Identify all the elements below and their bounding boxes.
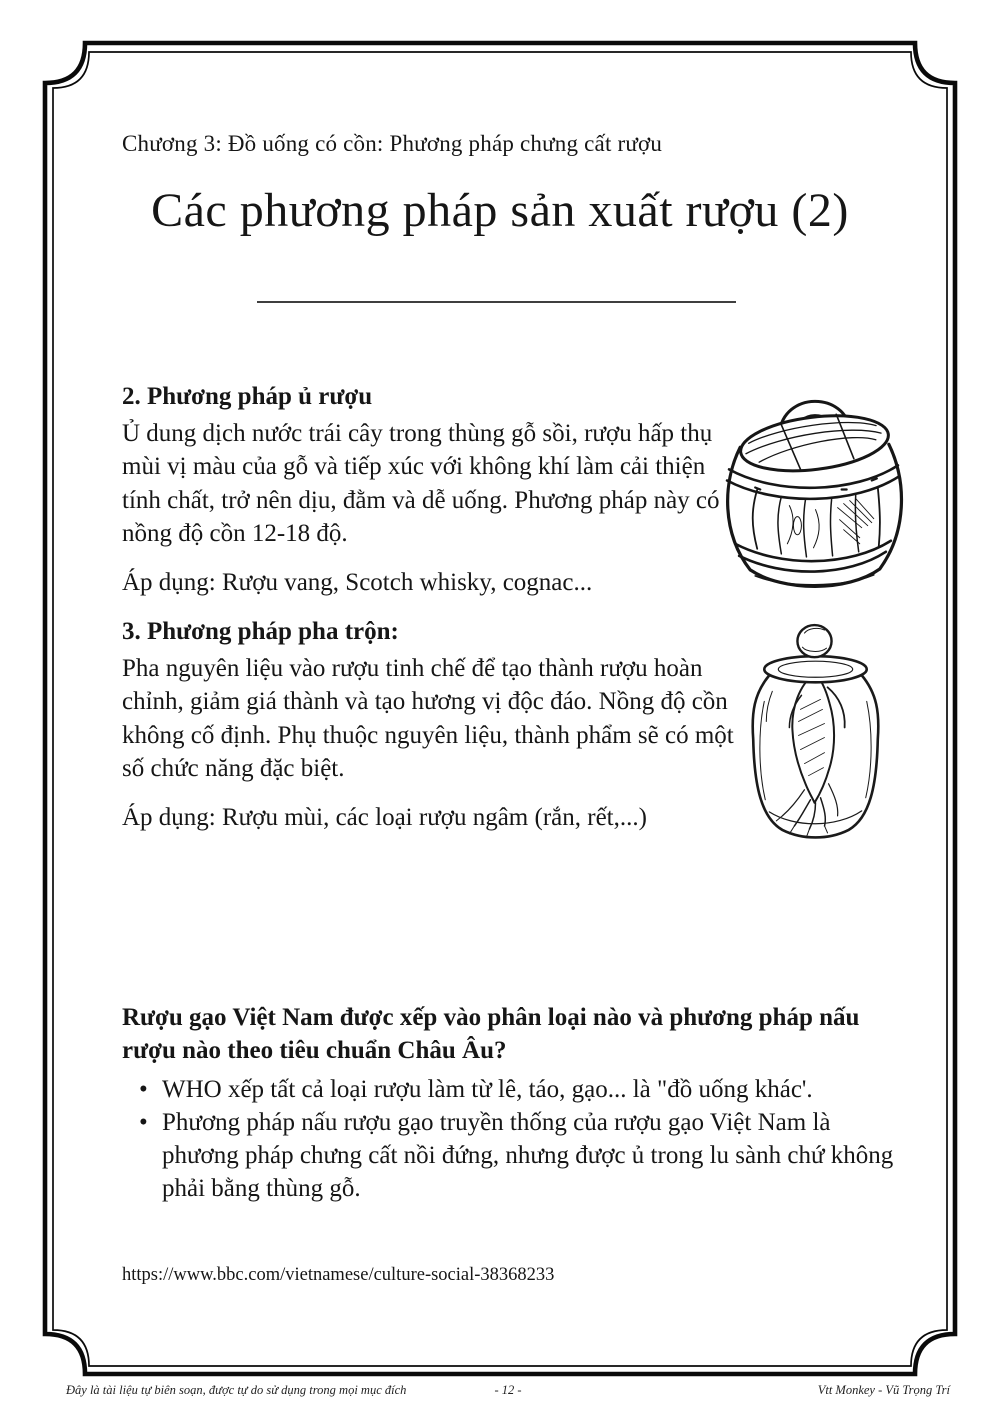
bullet-text: WHO xếp tất cả loại rượu làm từ lê, táo, gạo... là "đồ uống khác'. — [162, 1075, 813, 1103]
title-divider — [257, 301, 736, 303]
section-application: Áp dụng: Rượu mùi, các loại rượu ngâm (rắn, rết,...) — [122, 803, 647, 831]
footer-author: Vtt Monkey - Vũ Trọng Trí — [817, 1383, 951, 1397]
page-title: Các phương pháp sản xuất rượu (2) — [151, 184, 849, 237]
question-block — [122, 1001, 894, 1206]
section-body: Ủ dung dịch nước trái cây trong thùng gỗ sồi, rượu hấp thụ mùi vị màu của gỗ và tiếp xúc với không khí làm cải thiện tính chất, trở nên dịu, đằm và dễ uống. Phương pháp này có nồng độ cồn 12-18 độ. — [122, 419, 720, 547]
ginseng-jar-illustration — [744, 617, 887, 846]
bullet-text: Phương pháp nấu rượu gạo truyền thống của rượu gạo Việt Nam là phương pháp chưng cất nồi đứng, nhưng được ủ trong lu sành chứ không phải bằng thùng gỗ. — [162, 1108, 894, 1203]
bullet-item — [122, 1073, 894, 1106]
bullet-item — [122, 1106, 894, 1206]
section-blending-method — [122, 615, 744, 834]
source-url-link[interactable]: https://www.bbc.com/vietnamese/culture-social-38368233 — [122, 1265, 555, 1285]
bullet-icon: • — [139, 1108, 148, 1136]
section-aging-method — [122, 380, 736, 599]
section-application: Áp dụng: Rượu vang, Scotch whisky, cognac... — [122, 568, 593, 596]
section-heading: 2. Phương pháp ủ rượu — [122, 383, 373, 410]
oak-barrel-illustration — [721, 383, 908, 591]
footer-disclaimer: Đây là tài liệu tự biên soạn, được tự do sử dụng trong mọi mục đích — [66, 1383, 407, 1397]
section-body: Pha nguyên liệu vào rượu tinh chế để tạo thành rượu hoàn chỉnh, giảm giá thành và tạo hương vị độc đáo. Nồng độ cồn không cố định. Phụ thuộc nguyên liệu, thành phẩm sẽ có một số chức năng đặc biệt. — [122, 654, 734, 782]
question-heading: Rượu gạo Việt Nam được xếp vào phân loại nào và phương pháp nấu rượu nào theo tiêu chuẩn Châu Âu? — [122, 1004, 860, 1065]
page-footer — [66, 1383, 950, 1398]
bullet-icon: • — [139, 1075, 148, 1103]
chapter-heading: Chương 3: Đồ uống có cồn: Phương pháp chưng cất rượu — [122, 131, 663, 156]
page-number: - 12 - — [494, 1383, 522, 1397]
section-heading: 3. Phương pháp pha trộn: — [122, 618, 399, 645]
